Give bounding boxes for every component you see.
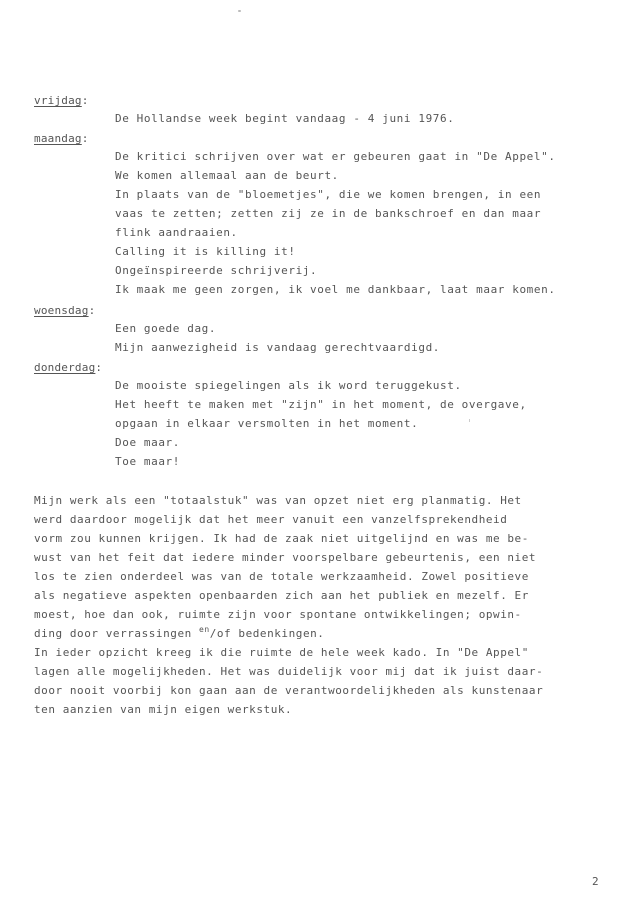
paper-mark <box>469 419 470 422</box>
diary-line: Ik maak me geen zorgen, ik voel me dankbaar, laat maar komen. <box>115 283 556 296</box>
body-line: Mijn werk als een "totaalstuk" was van opzet niet erg planmatig. Het <box>34 494 522 507</box>
body-line: In ieder opzicht kreeg ik die ruimte de hele week kado. In "De Appel" <box>34 646 529 659</box>
diary-line: De mooiste spiegelingen als ik word teruggekust. <box>115 379 462 392</box>
diary-line: flink aandraaien. <box>115 226 238 239</box>
body-line-prefix: ding door verrassingen <box>34 627 199 640</box>
body-line-suffix: /of bedenkingen. <box>209 627 325 640</box>
page-number: 2 <box>592 875 599 888</box>
day-heading-monday: maandag: <box>34 132 89 145</box>
diary-line: De kritici schrijven over wat er gebeuren gaat in "De Appel". <box>115 150 556 163</box>
day-heading-thursday: donderdag: <box>34 361 103 374</box>
day-heading-wednesday: woensdag: <box>34 304 96 317</box>
diary-line: We komen allemaal aan de beurt. <box>115 169 339 182</box>
diary-line: Toe maar! <box>115 455 181 468</box>
body-line <box>34 627 324 640</box>
diary-line: Doe maar. <box>115 436 181 449</box>
diary-line: Een goede dag. <box>115 322 217 335</box>
paper-speck <box>238 10 241 12</box>
diary-line: Mijn aanwezigheid is vandaag gerechtvaardigd. <box>115 341 441 354</box>
body-line: als negatieve aspekten openbaarden zich aan het publiek en mezelf. Er <box>34 589 529 602</box>
diary-line: vaas te zetten; zetten zij ze in de bankschroef en dan maar <box>115 207 542 220</box>
body-line: los te zien onderdeel was van de totale werkzaamheid. Zowel positieve <box>34 570 529 583</box>
diary-line: opgaan in elkaar versmolten in het moment. <box>115 417 419 430</box>
diary-line: In plaats van de "bloemetjes", die we komen brengen, in een <box>115 188 542 201</box>
body-line: lagen alle mogelijkheden. Het was duidelijk voor mij dat ik juist daar- <box>34 665 544 678</box>
diary-line: Het heeft te maken met "zijn" in het moment, de overgave, <box>115 398 527 411</box>
diary-line: Calling it is killing it! <box>115 245 296 258</box>
body-line: door nooit voorbij kon gaan aan de verantwoordelijkheden als kunstenaar <box>34 684 544 697</box>
body-line: werd daardoor mogelijk dat het meer vanuit een vanzelfsprekendheid <box>34 513 508 526</box>
diary-line: Ongeïnspireerde schrijverij. <box>115 264 318 277</box>
body-line: moest, hoe dan ook, ruimte zijn voor spontane ontwikkelingen; opwin- <box>34 608 522 621</box>
diary-line: De Hollandse week begint vandaag - 4 juni 1976. <box>115 112 455 125</box>
body-line: vorm zou kunnen krijgen. Ik had de zaak niet uitgelijnd en was me be- <box>34 532 529 545</box>
body-line: ten aanzien van mijn eigen werkstuk. <box>34 703 293 716</box>
superscript-en: en <box>198 625 210 634</box>
day-heading-friday: vrijdag: <box>34 94 89 107</box>
body-line: wust van het feit dat iedere minder voorspelbare gebeurtenis, een niet <box>34 551 537 564</box>
